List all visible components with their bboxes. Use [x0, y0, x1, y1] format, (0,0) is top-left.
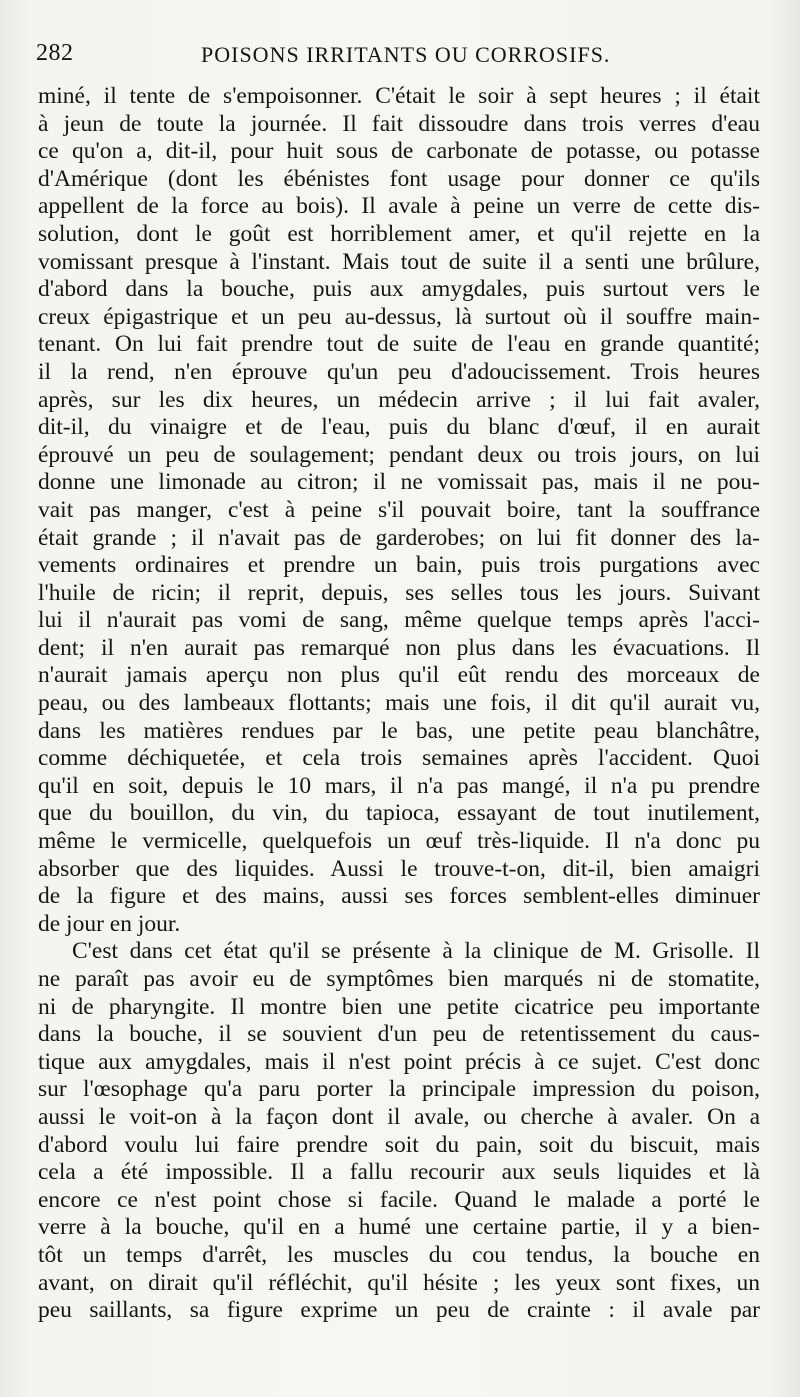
text-line: verre à la bouche, qu'il en a humé une certaine partie, il y a bien- [38, 1214, 760, 1241]
body-text [38, 83, 760, 1325]
text-line: peau, ou des lambeaux flottants; mais une fois, il dit qu'il aurait vu, [38, 690, 760, 717]
running-head [36, 40, 766, 74]
text-line: comme déchiquetée, et cela trois semaines après l'accident. Quoi [38, 745, 760, 772]
text-line: miné, il tente de s'empoisonner. C'était le soir à sept heures ; il était [38, 83, 760, 109]
text-line: C'est dans cet état qu'il se présente à la clinique de M. Grisolle. Il [72, 938, 760, 965]
text-line: était grande ; il n'avait pas de garderobes; on lui fit donner des la- [38, 524, 760, 551]
text-line: dans la bouche, il se souvient d'un peu de retentissement du caus- [38, 1021, 760, 1048]
text-line: peu saillants, sa figure exprime un peu de crainte : il avale par [38, 1297, 760, 1324]
text-line: n'aurait jamais aperçu non plus qu'il eût rendu des morceaux de [38, 662, 760, 689]
text-line: avant, on dirait qu'il réfléchit, qu'il hésite ; les yeux sont fixes, un [38, 1269, 760, 1296]
text-line: cela a été impossible. Il a fallu recourir aux seuls liquides et là [38, 1159, 760, 1186]
text-line: tique aux amygdales, mais il n'est point précis à ce sujet. C'est donc [38, 1048, 760, 1075]
text-line: tôt un temps d'arrêt, les muscles du cou tendus, la bouche en [38, 1241, 760, 1268]
text-line: d'abord dans la bouche, puis aux amygdales, puis surtout vers le [38, 276, 760, 303]
text-line: il la rend, n'en éprouve qu'un peu d'adoucissement. Trois heures [38, 358, 760, 385]
text-line: de jour en jour. [38, 910, 181, 937]
text-line: ne paraît pas avoir eu de symptômes bien marqués ni de stomatite, [38, 966, 760, 992]
paragraph-2 [38, 938, 760, 1324]
text-line: sur l'œsophage qu'a paru porter la principale impression du poison, [38, 1076, 760, 1103]
text-line: vements ordinaires et prendre un bain, puis trois purgations avec [38, 552, 760, 579]
text-line: qu'il en soit, depuis le 10 mars, il n'a pas mangé, il n'a pu prendre [38, 772, 760, 799]
text-line: appellent de la force au bois). Il avale à peine un verre de cette dis- [38, 193, 760, 220]
text-line: solution, dont le goût est horriblement amer, et qu'il rejette en la [38, 220, 760, 247]
text-line: lui il n'aurait pas vomi de sang, même quelque temps après l'acci- [38, 607, 760, 634]
text-line: que du bouillon, du vin, du tapioca, essayant de tout inutilement, [38, 800, 760, 827]
text-line: même le vermicelle, quelquefois un œuf très-liquide. Il n'a donc pu [38, 828, 760, 855]
text-line: ni de pharyngite. Il montre bien une petite cicatrice peu importante [38, 993, 760, 1020]
text-line: dans les matières rendues par le bas, une petite peau blanchâtre, [38, 717, 760, 744]
text-line: aussi le voit-on à la façon dont il avale, ou cherche à avaler. On a [38, 1103, 760, 1130]
text-line: donne une limonade au citron; il ne vomissait pas, mais il ne pou- [38, 469, 760, 496]
text-line: ce qu'on a, dit-il, pour huit sous de carbonate de potasse, ou potasse [38, 138, 760, 165]
text-line: creux épigastrique et un peu au-dessus, là surtout où il souffre main- [38, 303, 760, 330]
text-line: tenant. On lui fait prendre tout de suite de l'eau en grande quantité; [38, 331, 760, 358]
text-line: d'Amérique (dont les ébénistes font usage pour donner ce qu'ils [38, 165, 760, 192]
text-line: à jeun de toute la journée. Il fait dissoudre dans trois verres d'eau [38, 110, 760, 137]
text-line: dit-il, du vinaigre et de l'eau, puis du blanc d'œuf, il en aurait [38, 414, 760, 441]
text-line: l'huile de ricin; il reprit, depuis, ses selles tous les jours. Suivant [38, 579, 760, 606]
text-line: vomissant presque à l'instant. Mais tout de suite il a senti une brûlure, [38, 248, 760, 275]
page-number: 282 [36, 40, 74, 66]
text-line: d'abord voulu lui faire prendre soit du pain, soit du biscuit, mais [38, 1131, 760, 1158]
text-line: encore ce n'est point chose si facile. Quand le malade a porté le [38, 1186, 760, 1213]
text-line: éprouvé un peu de soulagement; pendant deux ou trois jours, on lui [38, 441, 760, 468]
running-title: POISONS IRRITANTS OU CORROSIFS. [201, 42, 611, 67]
text-line: de la figure et des mains, aussi ses forces semblent-elles diminuer [38, 883, 760, 910]
text-line: après, sur les dix heures, un médecin arrive ; il lui fait avaler, [38, 386, 760, 413]
text-line: dent; il n'en aurait pas remarqué non plus dans les évacuations. Il [38, 634, 760, 661]
text-line: absorber que des liquides. Aussi le trouve-t-on, dit-il, bien amaigri [38, 855, 760, 882]
text-line: vait pas manger, c'est à peine s'il pouvait boire, tant la souffrance [38, 496, 760, 523]
paragraph-1 [38, 83, 760, 938]
